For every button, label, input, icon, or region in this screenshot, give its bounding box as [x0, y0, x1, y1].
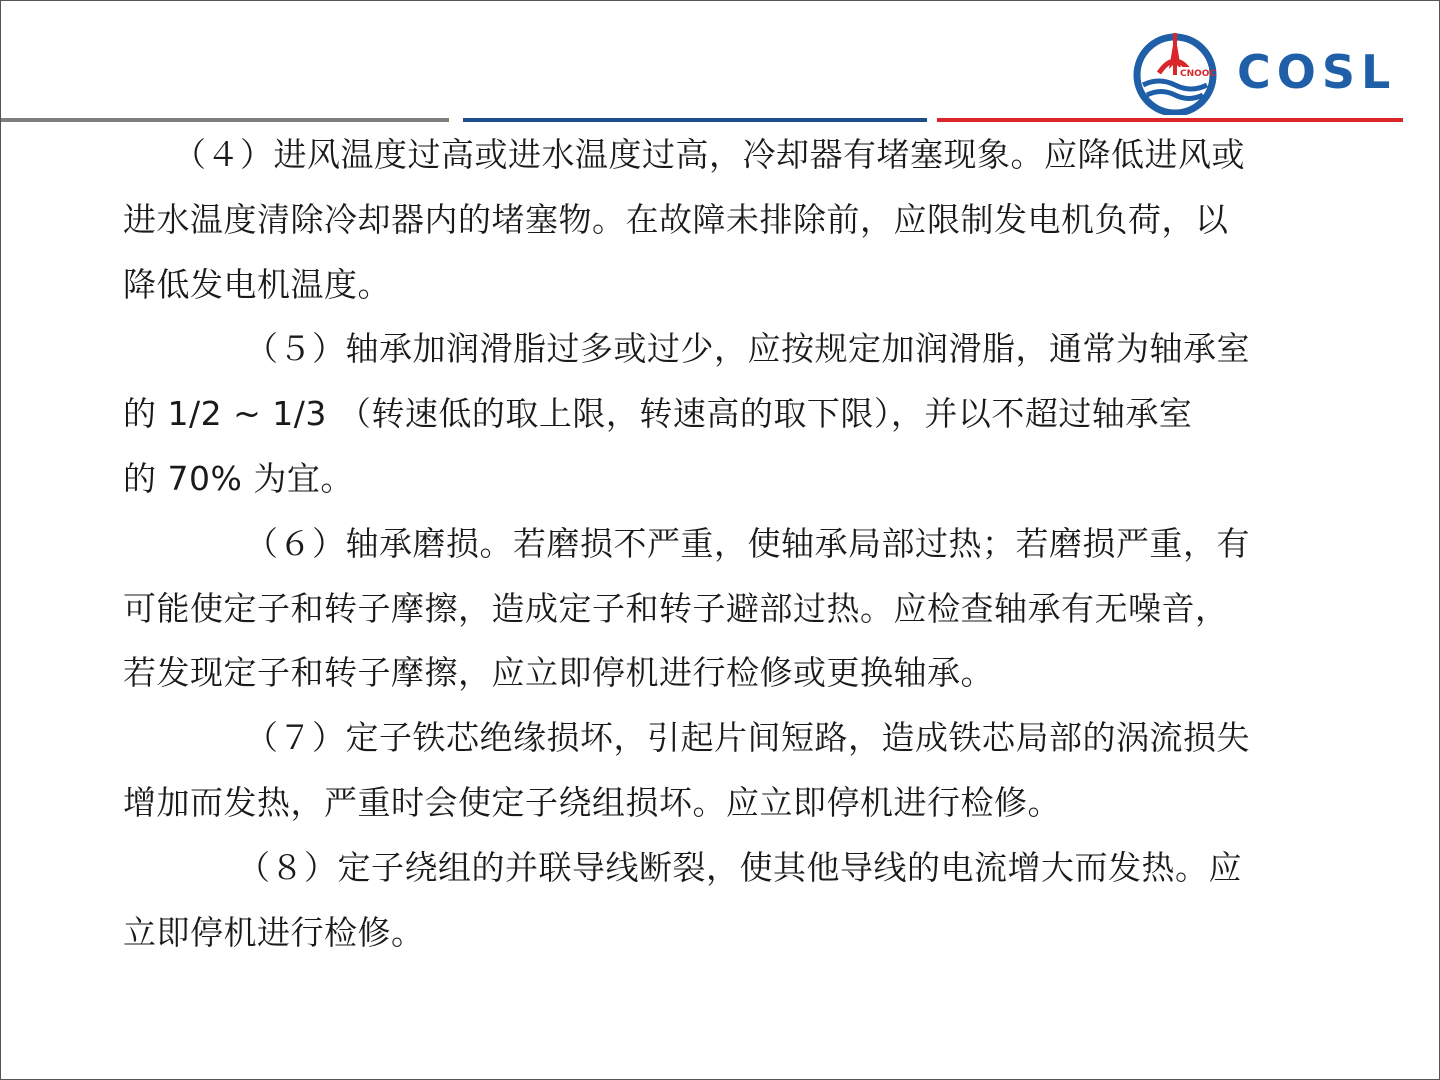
- text-line: （６）轴承磨损。若磨损不严重，使轴承局部过热；若磨损严重，有: [245, 523, 1250, 563]
- text-line: 可能使定子和转子摩擦，造成定子和转子避部过热。应检查轴承有无噪音，: [123, 588, 1229, 628]
- header-rule-gray: [1, 118, 449, 122]
- paragraph-6: [123, 512, 1323, 706]
- text-line: 的 70% 为宜。: [123, 458, 354, 498]
- text-line: 若发现定子和转子摩擦，应立即停机进行检修或更换轴承。: [123, 653, 994, 693]
- text-line: 进水温度清除冷却器内的堵塞物。在故障未排除前，应限制发电机负荷，以: [123, 199, 1229, 239]
- text-line: 增加而发热，严重时会使定子绕组损坏。应立即停机进行检修。: [123, 782, 1061, 822]
- cosl-logo: [1129, 29, 1409, 115]
- text-line: 降低发电机温度。: [123, 264, 391, 304]
- paragraph-4: [123, 123, 1323, 317]
- text-line: （５）轴承加润滑脂过多或过少，应按规定加润滑脂，通常为轴承室: [245, 329, 1250, 369]
- text-line: （４）进风温度过高或进水温度过高，冷却器有堵塞现象。应降低进风或: [173, 135, 1245, 174]
- paragraph-7: [123, 706, 1323, 836]
- text-line: 的 1/2 ~ 1/3 （转速低的取上限，转速高的取下限），并以不超过轴承室: [123, 394, 1193, 434]
- header-rule-blue: [463, 118, 927, 122]
- cnooc-emblem-icon: [1129, 29, 1221, 115]
- paragraph-5: [123, 317, 1323, 511]
- text-line: （７）定子铁芯绝缘损坏，引起片间短路，造成铁芯局部的涡流损失: [245, 718, 1250, 758]
- svg-text:CNOOC: CNOOC: [1180, 69, 1217, 79]
- body-text: [123, 123, 1323, 965]
- paragraph-8: [123, 836, 1323, 966]
- header-rule-red: [937, 118, 1403, 122]
- logo-wordmark: COSL: [1237, 45, 1397, 99]
- text-line: （８）定子绕组的并联导线断裂，使其他导线的电流增大而发热。应: [237, 847, 1242, 887]
- text-line: 立即停机进行检修。: [123, 912, 425, 952]
